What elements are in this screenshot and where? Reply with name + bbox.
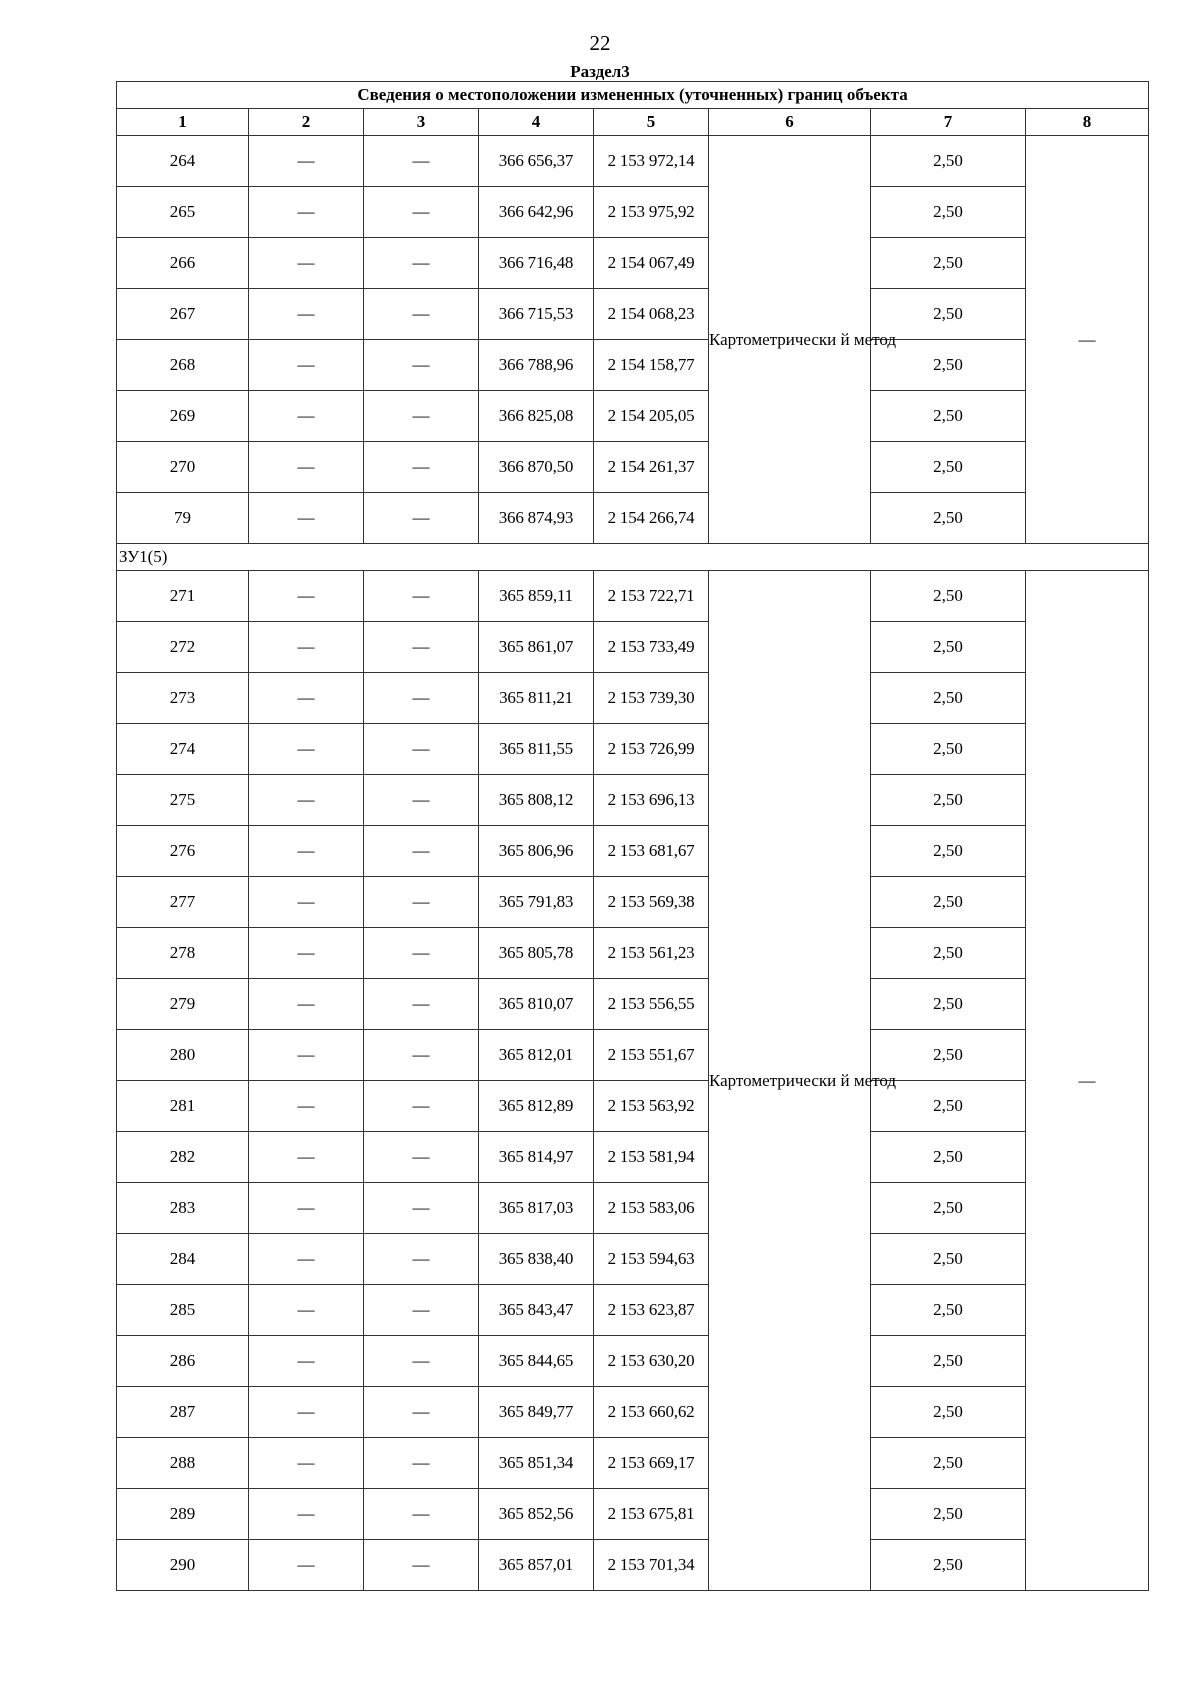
table-row [117, 979, 1149, 1030]
col3-cell: — [364, 1387, 479, 1438]
column-header: 4 [479, 109, 594, 136]
col3-cell: — [364, 1489, 479, 1540]
accuracy-cell: 2,50 [871, 493, 1026, 544]
col2-cell: — [249, 1081, 364, 1132]
col3-cell: — [364, 673, 479, 724]
col2-cell: — [249, 1387, 364, 1438]
column-header-row [117, 109, 1149, 136]
table-row [117, 1489, 1149, 1540]
col2-cell: — [249, 724, 364, 775]
col3-cell: — [364, 1438, 479, 1489]
y-coordinate-cell: 2 153 722,71 [594, 571, 709, 622]
y-coordinate-cell: 2 154 266,74 [594, 493, 709, 544]
table-caption-row [117, 82, 1149, 109]
point-number-cell: 283 [117, 1183, 249, 1234]
col2-cell: — [249, 1489, 364, 1540]
accuracy-cell: 2,50 [871, 979, 1026, 1030]
col2-cell: — [249, 979, 364, 1030]
x-coordinate-cell: 365 808,12 [479, 775, 594, 826]
x-coordinate-cell: 365 791,83 [479, 877, 594, 928]
table-row [117, 238, 1149, 289]
group-label: ЗУ1(5) [117, 544, 1149, 571]
point-number-cell: 278 [117, 928, 249, 979]
x-coordinate-cell: 366 656,37 [479, 136, 594, 187]
x-coordinate-cell: 366 870,50 [479, 442, 594, 493]
accuracy-cell: 2,50 [871, 1234, 1026, 1285]
column-header: 2 [249, 109, 364, 136]
col2-cell: — [249, 187, 364, 238]
accuracy-cell: 2,50 [871, 571, 1026, 622]
table-row [117, 622, 1149, 673]
accuracy-cell: 2,50 [871, 1183, 1026, 1234]
table-row [117, 391, 1149, 442]
y-coordinate-cell: 2 153 581,94 [594, 1132, 709, 1183]
y-coordinate-cell: 2 154 068,23 [594, 289, 709, 340]
col2-cell: — [249, 1336, 364, 1387]
table-row [117, 1132, 1149, 1183]
y-coordinate-cell: 2 153 561,23 [594, 928, 709, 979]
table-body [117, 136, 1149, 1591]
y-coordinate-cell: 2 153 569,38 [594, 877, 709, 928]
column-header: 7 [871, 109, 1026, 136]
point-number-cell: 289 [117, 1489, 249, 1540]
x-coordinate-cell: 365 810,07 [479, 979, 594, 1030]
table-row [117, 1183, 1149, 1234]
col3-cell: — [364, 928, 479, 979]
table-row [117, 1081, 1149, 1132]
table-row [117, 187, 1149, 238]
x-coordinate-cell: 365 857,01 [479, 1540, 594, 1591]
x-coordinate-cell: 365 805,78 [479, 928, 594, 979]
y-coordinate-cell: 2 153 726,99 [594, 724, 709, 775]
accuracy-cell: 2,50 [871, 238, 1026, 289]
table-row [117, 1030, 1149, 1081]
col3-cell: — [364, 1234, 479, 1285]
col2-cell: — [249, 1438, 364, 1489]
col2-cell: — [249, 1030, 364, 1081]
y-coordinate-cell: 2 153 669,17 [594, 1438, 709, 1489]
table-row [117, 1540, 1149, 1591]
point-number-cell: 276 [117, 826, 249, 877]
table-row [117, 136, 1149, 187]
x-coordinate-cell: 366 874,93 [479, 493, 594, 544]
y-coordinate-cell: 2 153 681,67 [594, 826, 709, 877]
point-number-cell: 287 [117, 1387, 249, 1438]
point-number-cell: 79 [117, 493, 249, 544]
table-row [117, 826, 1149, 877]
point-number-cell: 269 [117, 391, 249, 442]
x-coordinate-cell: 365 851,34 [479, 1438, 594, 1489]
point-number-cell: 288 [117, 1438, 249, 1489]
y-coordinate-cell: 2 153 675,81 [594, 1489, 709, 1540]
point-number-cell: 271 [117, 571, 249, 622]
col3-cell: — [364, 391, 479, 442]
x-coordinate-cell: 366 716,48 [479, 238, 594, 289]
point-number-cell: 279 [117, 979, 249, 1030]
x-coordinate-cell: 365 838,40 [479, 1234, 594, 1285]
point-number-cell: 272 [117, 622, 249, 673]
y-coordinate-cell: 2 153 701,34 [594, 1540, 709, 1591]
y-coordinate-cell: 2 153 739,30 [594, 673, 709, 724]
point-number-cell: 266 [117, 238, 249, 289]
method-cell: Картометрически й метод [709, 136, 871, 544]
col2-cell: — [249, 136, 364, 187]
page-number: 22 [589, 31, 611, 55]
accuracy-cell: 2,50 [871, 136, 1026, 187]
y-coordinate-cell: 2 153 660,62 [594, 1387, 709, 1438]
table-row [117, 1387, 1149, 1438]
point-number-cell: 284 [117, 1234, 249, 1285]
point-number-cell: 275 [117, 775, 249, 826]
accuracy-cell: 2,50 [871, 187, 1026, 238]
y-coordinate-cell: 2 154 158,77 [594, 340, 709, 391]
point-number-cell: 277 [117, 877, 249, 928]
x-coordinate-cell: 365 849,77 [479, 1387, 594, 1438]
accuracy-cell: 2,50 [871, 724, 1026, 775]
method-cell: Картометрически й метод [709, 571, 871, 1591]
col2-cell: — [249, 340, 364, 391]
table-row [117, 1234, 1149, 1285]
col2-cell: — [249, 442, 364, 493]
y-coordinate-cell: 2 153 623,87 [594, 1285, 709, 1336]
accuracy-cell: 2,50 [871, 1030, 1026, 1081]
x-coordinate-cell: 366 825,08 [479, 391, 594, 442]
table-row [117, 724, 1149, 775]
point-number-cell: 265 [117, 187, 249, 238]
table-row [117, 1336, 1149, 1387]
accuracy-cell: 2,50 [871, 1132, 1026, 1183]
accuracy-cell: 2,50 [871, 928, 1026, 979]
accuracy-cell: 2,50 [871, 1489, 1026, 1540]
accuracy-cell: 2,50 [871, 1438, 1026, 1489]
point-number-cell: 270 [117, 442, 249, 493]
table-row [117, 1285, 1149, 1336]
x-coordinate-cell: 366 715,53 [479, 289, 594, 340]
x-coordinate-cell: 365 811,21 [479, 673, 594, 724]
x-coordinate-cell: 365 817,03 [479, 1183, 594, 1234]
col3-cell: — [364, 238, 479, 289]
column-header: 6 [709, 109, 871, 136]
point-number-cell: 264 [117, 136, 249, 187]
point-number-cell: 273 [117, 673, 249, 724]
col3-cell: — [364, 877, 479, 928]
col3-cell: — [364, 826, 479, 877]
col2-cell: — [249, 1183, 364, 1234]
col8-cell: — [1026, 571, 1149, 1591]
point-number-cell: 285 [117, 1285, 249, 1336]
col3-cell: — [364, 1540, 479, 1591]
point-number-cell: 281 [117, 1081, 249, 1132]
col3-cell: — [364, 442, 479, 493]
accuracy-cell: 2,50 [871, 442, 1026, 493]
y-coordinate-cell: 2 153 630,20 [594, 1336, 709, 1387]
col2-cell: — [249, 928, 364, 979]
col3-cell: — [364, 1030, 479, 1081]
table-row [117, 289, 1149, 340]
x-coordinate-cell: 365 814,97 [479, 1132, 594, 1183]
point-number-cell: 274 [117, 724, 249, 775]
x-coordinate-cell: 366 642,96 [479, 187, 594, 238]
col2-cell: — [249, 1234, 364, 1285]
x-coordinate-cell: 365 812,01 [479, 1030, 594, 1081]
col3-cell: — [364, 775, 479, 826]
col2-cell: — [249, 826, 364, 877]
column-header: 1 [117, 109, 249, 136]
point-number-cell: 290 [117, 1540, 249, 1591]
col3-cell: — [364, 136, 479, 187]
accuracy-cell: 2,50 [871, 1285, 1026, 1336]
table-row [117, 775, 1149, 826]
column-header: 5 [594, 109, 709, 136]
col2-cell: — [249, 1540, 364, 1591]
column-header: 3 [364, 109, 479, 136]
point-number-cell: 267 [117, 289, 249, 340]
y-coordinate-cell: 2 153 972,14 [594, 136, 709, 187]
point-number-cell: 282 [117, 1132, 249, 1183]
accuracy-cell: 2,50 [871, 877, 1026, 928]
col2-cell: — [249, 673, 364, 724]
table-row [117, 493, 1149, 544]
accuracy-cell: 2,50 [871, 340, 1026, 391]
y-coordinate-cell: 2 153 583,06 [594, 1183, 709, 1234]
y-coordinate-cell: 2 153 696,13 [594, 775, 709, 826]
y-coordinate-cell: 2 153 563,92 [594, 1081, 709, 1132]
col2-cell: — [249, 1132, 364, 1183]
col3-cell: — [364, 1132, 479, 1183]
col3-cell: — [364, 1183, 479, 1234]
col3-cell: — [364, 493, 479, 544]
col3-cell: — [364, 340, 479, 391]
col2-cell: — [249, 238, 364, 289]
group-label-row [117, 544, 1149, 571]
col3-cell: — [364, 571, 479, 622]
col2-cell: — [249, 391, 364, 442]
point-number-cell: 280 [117, 1030, 249, 1081]
x-coordinate-cell: 365 852,56 [479, 1489, 594, 1540]
accuracy-cell: 2,50 [871, 826, 1026, 877]
x-coordinate-cell: 365 812,89 [479, 1081, 594, 1132]
col3-cell: — [364, 622, 479, 673]
y-coordinate-cell: 2 153 975,92 [594, 187, 709, 238]
section-title: Раздел3 [570, 62, 630, 81]
y-coordinate-cell: 2 153 551,67 [594, 1030, 709, 1081]
accuracy-cell: 2,50 [871, 289, 1026, 340]
col2-cell: — [249, 775, 364, 826]
col2-cell: — [249, 1285, 364, 1336]
y-coordinate-cell: 2 153 556,55 [594, 979, 709, 1030]
table-caption: Сведения о местоположении измененных (уточненных) границ объекта [117, 82, 1149, 109]
x-coordinate-cell: 365 844,65 [479, 1336, 594, 1387]
point-number-cell: 286 [117, 1336, 249, 1387]
table-row [117, 340, 1149, 391]
point-number-cell: 268 [117, 340, 249, 391]
x-coordinate-cell: 365 859,11 [479, 571, 594, 622]
table-row [117, 571, 1149, 622]
col3-cell: — [364, 979, 479, 1030]
y-coordinate-cell: 2 153 733,49 [594, 622, 709, 673]
accuracy-cell: 2,50 [871, 391, 1026, 442]
accuracy-cell: 2,50 [871, 622, 1026, 673]
column-header: 8 [1026, 109, 1149, 136]
x-coordinate-cell: 365 806,96 [479, 826, 594, 877]
y-coordinate-cell: 2 154 261,37 [594, 442, 709, 493]
table-row [117, 442, 1149, 493]
accuracy-cell: 2,50 [871, 775, 1026, 826]
col2-cell: — [249, 493, 364, 544]
col8-cell: — [1026, 136, 1149, 544]
accuracy-cell: 2,50 [871, 1387, 1026, 1438]
accuracy-cell: 2,50 [871, 1336, 1026, 1387]
boundary-coordinates-table [116, 81, 1149, 1591]
y-coordinate-cell: 2 154 067,49 [594, 238, 709, 289]
col3-cell: — [364, 724, 479, 775]
col2-cell: — [249, 571, 364, 622]
table-row [117, 1438, 1149, 1489]
col2-cell: — [249, 877, 364, 928]
table-row [117, 877, 1149, 928]
col3-cell: — [364, 289, 479, 340]
col3-cell: — [364, 1285, 479, 1336]
y-coordinate-cell: 2 153 594,63 [594, 1234, 709, 1285]
x-coordinate-cell: 365 843,47 [479, 1285, 594, 1336]
col3-cell: — [364, 1336, 479, 1387]
table-row [117, 673, 1149, 724]
accuracy-cell: 2,50 [871, 1540, 1026, 1591]
y-coordinate-cell: 2 154 205,05 [594, 391, 709, 442]
x-coordinate-cell: 365 861,07 [479, 622, 594, 673]
col3-cell: — [364, 1081, 479, 1132]
x-coordinate-cell: 366 788,96 [479, 340, 594, 391]
accuracy-cell: 2,50 [871, 673, 1026, 724]
accuracy-cell: 2,50 [871, 1081, 1026, 1132]
x-coordinate-cell: 365 811,55 [479, 724, 594, 775]
table-row [117, 928, 1149, 979]
col2-cell: — [249, 622, 364, 673]
col3-cell: — [364, 187, 479, 238]
col2-cell: — [249, 289, 364, 340]
